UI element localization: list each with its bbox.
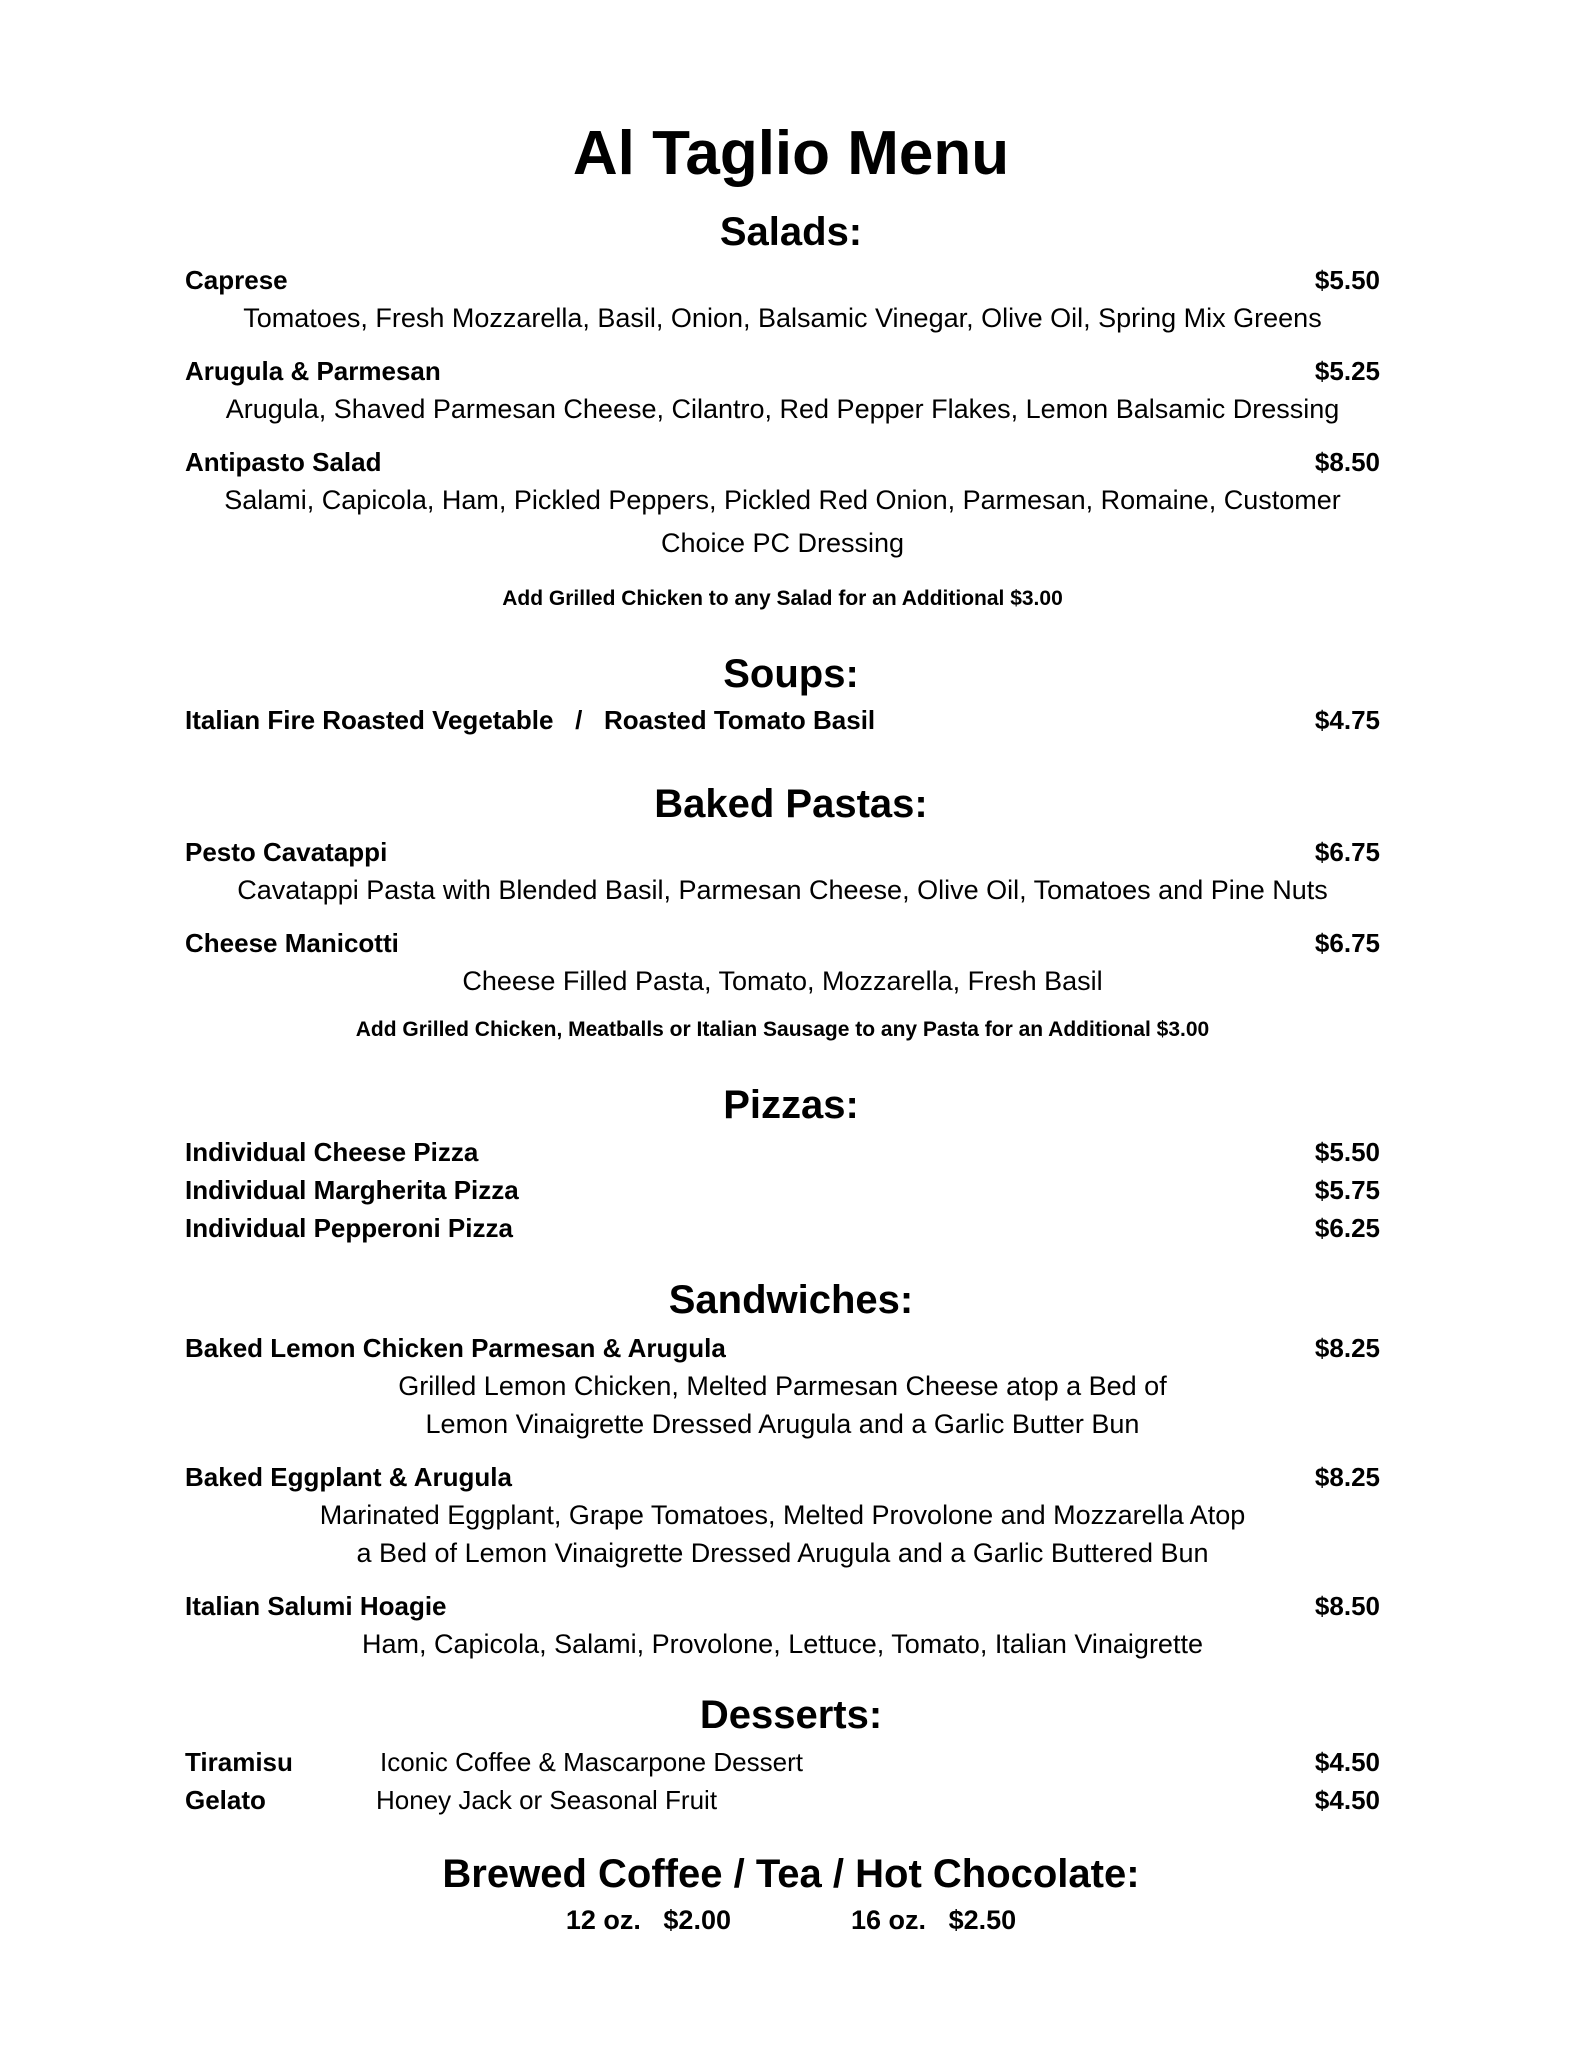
section-heading-coffee: Brewed Coffee / Tea / Hot Chocolate: — [442, 1852, 1140, 1896]
item-name: Caprese — [185, 265, 288, 295]
menu-item-gelato — [185, 1782, 1380, 1818]
coffee-size-16oz — [851, 1902, 1016, 1938]
item-price: $5.50 — [1314, 1137, 1380, 1167]
menu-item-lemon-chicken-sandwich — [185, 1330, 1380, 1366]
item-price: $8.50 — [1314, 447, 1380, 477]
item-description-line-1: Salami, Capicola, Ham, Pickled Peppers, Pickled Red Onion, Parmesan, Romaine, Customer — [224, 485, 1341, 515]
size-label: 12 oz. — [565, 1905, 641, 1935]
item-description: Cavatappi Pasta with Blended Basil, Parmesan Cheese, Olive Oil, Tomatoes and Pine Nuts — [237, 875, 1328, 905]
section-heading-soups: Soups: — [723, 652, 859, 696]
item-name: Baked Eggplant & Arugula — [185, 1462, 512, 1492]
coffee-size-12oz — [566, 1902, 731, 1938]
item-price: $8.50 — [1314, 1591, 1380, 1621]
size-label: 16 oz. — [851, 1905, 927, 1935]
item-name: Gelato — [185, 1785, 266, 1815]
menu-item-pesto-cavatappi — [185, 834, 1380, 870]
menu-item-antipasto-salad — [185, 444, 1380, 480]
salad-addon-note: Add Grilled Chicken to any Salad for an Additional $3.00 — [502, 587, 1063, 610]
menu-item-tiramisu — [185, 1744, 1380, 1780]
section-heading-desserts: Desserts: — [699, 1693, 883, 1737]
menu-item-eggplant-sandwich — [185, 1459, 1380, 1495]
item-name: Individual Cheese Pizza — [185, 1137, 479, 1167]
item-price: $4.50 — [1314, 1747, 1380, 1777]
item-price: $5.50 — [1314, 265, 1380, 295]
menu-item-arugula-parmesan — [185, 353, 1380, 389]
item-description-line-2: a Bed of Lemon Vinaigrette Dressed Arugula and a Garlic Buttered Bun — [356, 1538, 1209, 1568]
item-description-line-1: Marinated Eggplant, Grape Tomatoes, Melted Provolone and Mozzarella Atop — [319, 1500, 1246, 1530]
section-heading-pizzas: Pizzas: — [723, 1083, 859, 1127]
item-name: Pesto Cavatappi — [185, 837, 388, 867]
item-description: Iconic Coffee & Mascarpone Dessert — [380, 1747, 803, 1777]
menu-item-caprese — [185, 262, 1380, 298]
menu-item-margherita-pizza — [185, 1172, 1380, 1208]
item-name: Baked Lemon Chicken Parmesan & Arugula — [185, 1333, 726, 1363]
size-price: $2.00 — [663, 1905, 731, 1935]
item-price: $5.75 — [1314, 1175, 1380, 1205]
menu-item-pepperoni-pizza — [185, 1210, 1380, 1246]
item-name: Tiramisu — [185, 1747, 293, 1777]
section-heading-sandwiches: Sandwiches: — [668, 1278, 914, 1322]
item-name: Antipasto Salad — [185, 447, 382, 477]
item-name: Arugula & Parmesan — [185, 356, 441, 386]
pasta-addon-note: Add Grilled Chicken, Meatballs or Italian Sausage to any Pasta for an Additional $3.00 — [355, 1018, 1210, 1041]
item-description-line-2: Choice PC Dressing — [660, 528, 905, 558]
menu-item-soups — [185, 702, 1380, 738]
item-name: Italian Salumi Hoagie — [185, 1591, 447, 1621]
section-heading-salads: Salads: — [719, 210, 863, 254]
item-description-line-2: Lemon Vinaigrette Dressed Arugula and a Garlic Butter Bun — [425, 1409, 1140, 1439]
item-name: Cheese Manicotti — [185, 928, 399, 958]
item-price: $6.75 — [1314, 928, 1380, 958]
page-title: Al Taglio Menu — [572, 119, 1010, 188]
item-description: Honey Jack or Seasonal Fruit — [376, 1785, 718, 1815]
size-price: $2.50 — [948, 1905, 1017, 1935]
item-price: $4.75 — [1314, 705, 1380, 735]
item-name: Individual Margherita Pizza — [185, 1175, 519, 1205]
item-price: $8.25 — [1314, 1333, 1380, 1363]
item-description: Arugula, Shaved Parmesan Cheese, Cilantro, Red Pepper Flakes, Lemon Balsamic Dressing — [225, 394, 1340, 424]
section-heading-pastas: Baked Pastas: — [654, 782, 928, 826]
item-description: Cheese Filled Pasta, Tomato, Mozzarella, Fresh Basil — [462, 966, 1103, 996]
item-price: $4.50 — [1314, 1785, 1380, 1815]
item-name: Italian Fire Roasted Vegetable / Roasted Tomato Basil — [185, 705, 876, 735]
item-price: $6.75 — [1314, 837, 1380, 867]
item-description: Tomatoes, Fresh Mozzarella, Basil, Onion, Balsamic Vinegar, Olive Oil, Spring Mix Greens — [243, 303, 1322, 333]
item-description-line-1: Grilled Lemon Chicken, Melted Parmesan Cheese atop a Bed of — [398, 1371, 1167, 1401]
item-description: Ham, Capicola, Salami, Provolone, Lettuce, Tomato, Italian Vinaigrette — [362, 1629, 1203, 1659]
coffee-size-prices — [0, 1902, 1582, 1938]
item-name: Individual Pepperoni Pizza — [185, 1213, 513, 1243]
item-price: $5.25 — [1314, 356, 1380, 386]
menu-item-cheese-manicotti — [185, 925, 1380, 961]
menu-item-salumi-hoagie — [185, 1588, 1380, 1624]
item-price: $8.25 — [1314, 1462, 1380, 1492]
menu-item-cheese-pizza — [185, 1134, 1380, 1170]
item-price: $6.25 — [1314, 1213, 1380, 1243]
